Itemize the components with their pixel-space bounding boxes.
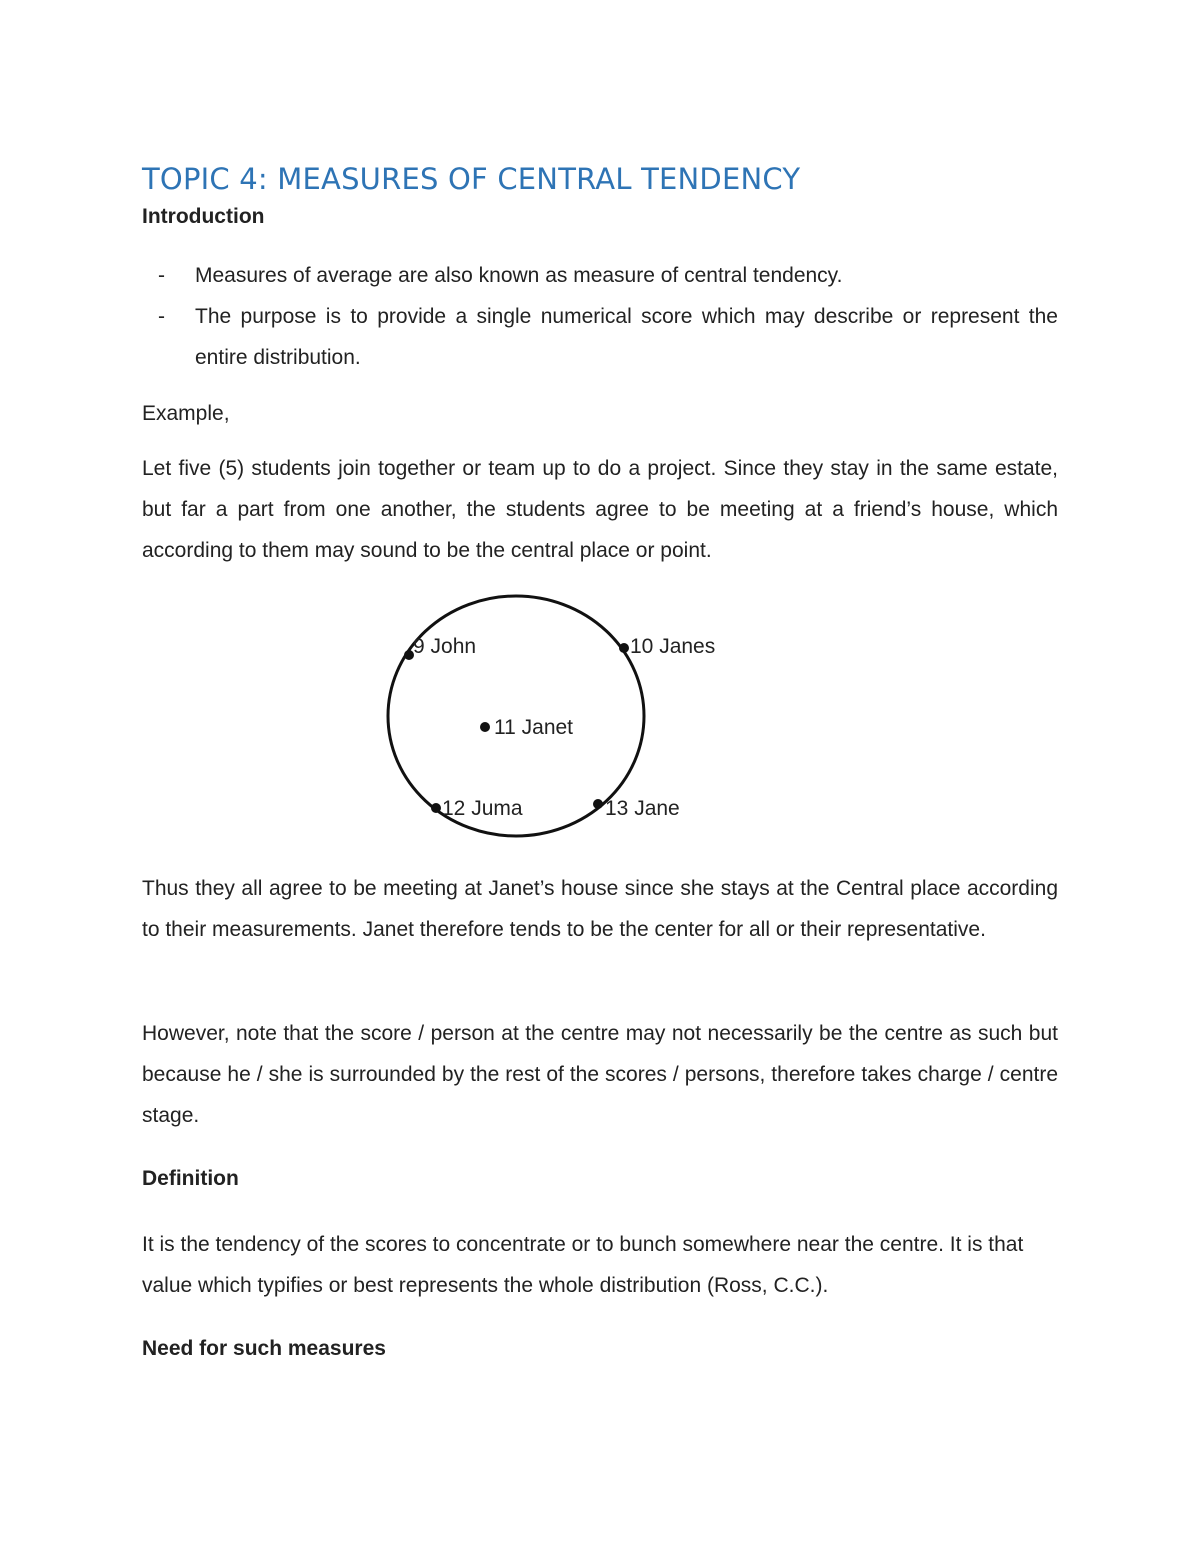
page-title: TOPIC 4: MEASURES OF CENTRAL TENDENCY <box>142 162 801 196</box>
introduction-bullet-list <box>142 255 1058 378</box>
point-juma-label: 12 Juma <box>442 797 523 820</box>
point-janet-dot <box>480 722 490 732</box>
definition-paragraph: It is the tendency of the scores to concentrate or to bunch somewhere near the centre. It is that value which typifies or best represents the whole distribution (Ross, C.C.). <box>142 1233 1024 1297</box>
introduction-heading: Introduction <box>142 205 265 228</box>
point-jane-dot <box>593 799 603 809</box>
point-juma-dot <box>431 803 441 813</box>
point-john-label: 9 John <box>413 635 477 658</box>
point-janes-dot <box>619 643 629 653</box>
central-tendency-diagram <box>375 585 765 850</box>
however-paragraph: However, note that the score / person at the centre may not necessarily be the centre as such but because he / she is surrounded by the rest of the scores / persons, therefore takes charge / centre stage. <box>142 1022 1058 1127</box>
bullet-item <box>142 255 1058 296</box>
point-jane-label: 13 Jane <box>605 797 680 820</box>
definition-heading: Definition <box>142 1167 239 1190</box>
bullet-dash: - <box>158 305 165 328</box>
point-janes-label: 10 Janes <box>630 635 716 658</box>
example-paragraph: Let five (5) students join together or team up to do a project. Since they stay in the same estate, but far a part from one another, the students agree to be meeting at a friend’s house, which according to them may sound to be the central place or point. <box>142 457 1058 562</box>
bullet-item <box>142 296 1058 378</box>
bullet-dash: - <box>158 264 165 287</box>
point-janet-label: 11 Janet <box>494 716 574 739</box>
bullet-text: Measures of average are also known as measure of central tendency. <box>195 264 843 287</box>
example-label: Example, <box>142 402 230 425</box>
thus-paragraph: Thus they all agree to be meeting at Janet’s house since she stays at the Central place according to their measurements. Janet therefore tends to be the center for all or their representative. <box>142 877 1058 941</box>
need-heading: Need for such measures <box>142 1337 386 1360</box>
bullet-text: The purpose is to provide a single numerical score which may describe or represent the entire distribution. <box>195 305 1058 369</box>
